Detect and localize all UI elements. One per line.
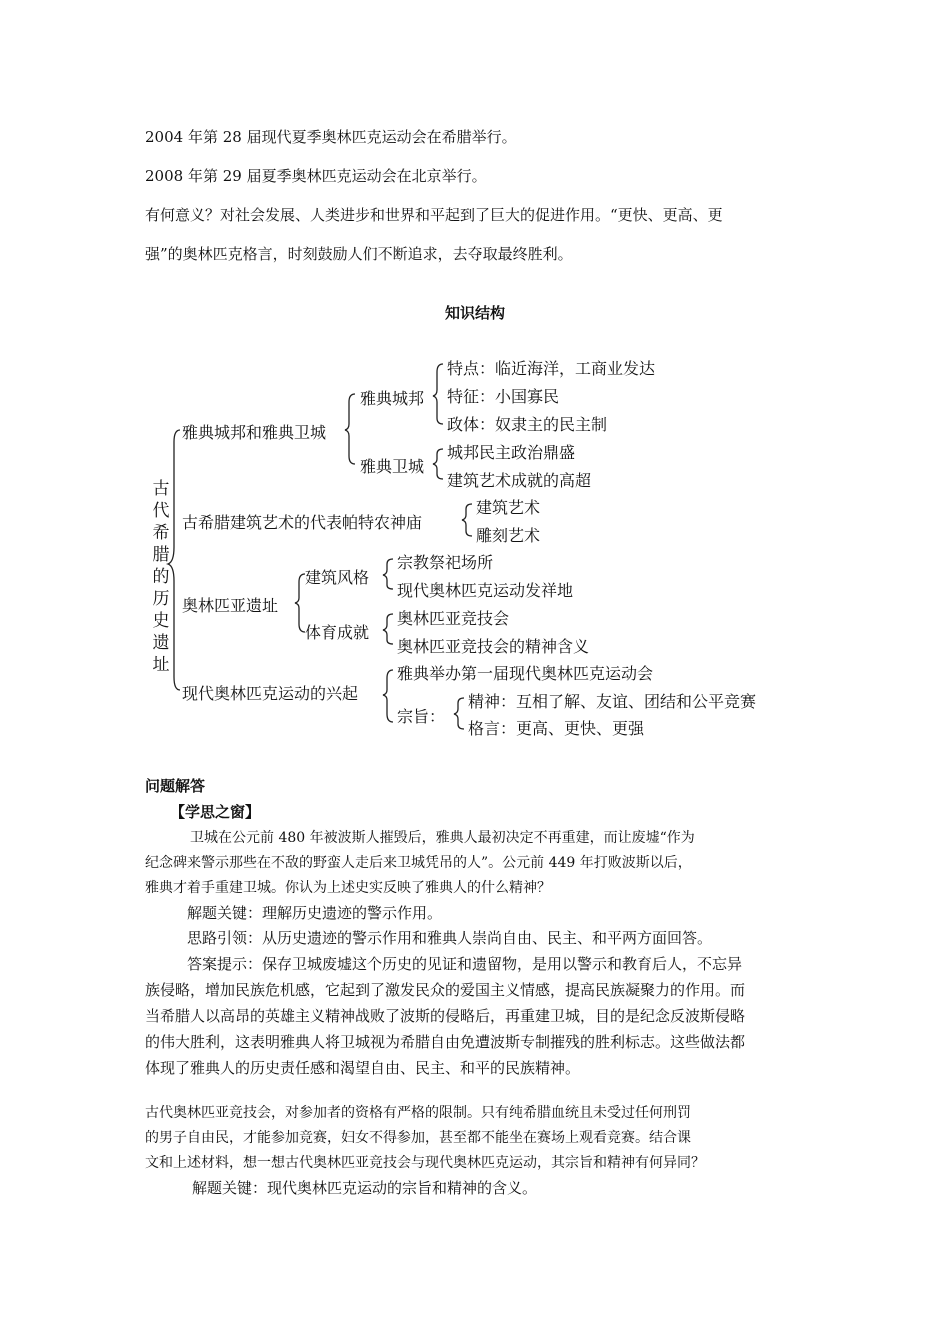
hint-1: 思路引领：从历史遗迹的警示作用和雅典人崇尚自由、民主、和平两方面回答。: [187, 929, 713, 947]
architecture-item: 宗教祭祀场所: [397, 553, 494, 572]
knowledge-structure-diagram: [140, 352, 820, 747]
acropolis-item: 建筑艺术成就的高超: [447, 471, 592, 490]
architecture-item: 现代奥林匹克运动发祥地: [397, 581, 574, 600]
question2-line: 古代奥林匹亚竞技会，对参加者的资格有严格的限制。只有纯希腊血统且未受过任何刑罚: [145, 1105, 691, 1121]
qa-window-label: 【学思之窗】: [170, 803, 261, 821]
citystate-item: 特征：小国寡民: [447, 387, 560, 406]
branch-acropolis: 雅典卫城: [360, 457, 425, 476]
intro-line-3: 有何意义？对社会发展、人类进步和世界和平起到了巨大的促进作用。“更快、更高、更: [145, 206, 723, 224]
sports-item: 奥林匹亚竞技会的精神含义: [397, 637, 590, 656]
answer1-line: 体现了雅典人的历史责任感和渴望自由、民主、和平的民族精神。: [145, 1059, 581, 1077]
sports-item: 奥林匹亚竞技会: [397, 609, 510, 628]
intro-line-2: 2008 年第 29 届夏季奥林匹克运动会在北京举行。: [145, 167, 487, 185]
question2-line: 的男子自由民，才能参加竞赛，妇女不得参加，甚至都不能坐在赛场上观看竞赛。结合课: [145, 1130, 691, 1146]
branch-purpose: 宗旨：: [397, 707, 446, 726]
qa-heading: 问题解答: [145, 777, 206, 795]
branch-parthenon: 古希腊建筑艺术的代表帕特农神庙: [182, 513, 423, 532]
answer1-line: 当希腊人以高昂的英雄主义精神战败了波斯的侵略后，再重建卫城，目的是纪念反波斯侵略: [145, 1007, 746, 1025]
question1-line: 纪念碑来警示那些在不敌的野蛮人走后来卫城凭吊的人”。公元前 449 年打败波斯以后，: [145, 855, 692, 871]
question1-line: 卫城在公元前 480 年被波斯人摧毁后，雅典人最初决定不再重建，而让废墟“作为: [190, 830, 695, 846]
modern-item: 雅典举办第一届现代奥林匹克运动会: [397, 664, 654, 683]
section-title: 知识结构: [444, 304, 505, 322]
root-char: 古: [152, 479, 170, 499]
citystate-item: 政体：奴隶主的民主制: [447, 415, 608, 434]
branch-architecture-style: 建筑风格: [305, 568, 370, 587]
answer1-line: 答案提示：保存卫城废墟这个历史的见证和遗留物，是用以警示和教育后人，不忘异: [187, 955, 743, 973]
branch-athens: 雅典城邦和雅典卫城: [182, 423, 327, 442]
purpose-item: 格言：更高、更快、更强: [468, 719, 645, 738]
root-char: 遗: [152, 633, 170, 653]
answer1-line: 的伟大胜利，这表明雅典人将卫城视为希腊自由免遭波斯专制摧残的胜利标志。这些做法都: [145, 1033, 746, 1051]
question1-line: 雅典才着手重建卫城。你认为上述史实反映了雅典人的什么精神？: [145, 880, 551, 896]
root-char: 的: [152, 567, 170, 587]
diagram-root: [150, 478, 172, 676]
key-point-2: 解题关键：现代奥林匹克运动的宗旨和精神的含义。: [192, 1179, 538, 1197]
intro-line-1: 2004 年第 28 届现代夏季奥林匹克运动会在希腊举行。: [145, 128, 517, 146]
root-char: 史: [152, 611, 170, 631]
root-char: 址: [152, 655, 170, 675]
parthenon-item: 建筑艺术: [476, 498, 541, 517]
root-char: 代: [152, 501, 170, 521]
branch-olympia: 奥林匹亚遗址: [182, 596, 279, 615]
branch-modern-olympics: 现代奥林匹克运动的兴起: [182, 684, 359, 703]
acropolis-item: 城邦民主政治鼎盛: [447, 443, 576, 462]
root-char: 腊: [152, 545, 170, 565]
branch-athens-citystate: 雅典城邦: [360, 389, 425, 408]
intro-line-4: 强”的奥林匹克格言，时刻鼓励人们不断追求，去夺取最终胜利。: [145, 245, 573, 263]
key-point-1: 解题关键：理解历史遗迹的警示作用。: [187, 904, 443, 922]
citystate-item: 特点：临近海洋，工商业发达: [447, 359, 656, 378]
answer1-line: 族侵略，增加民族危机感，它起到了激发民众的爱国主义情感，提高民族凝聚力的作用。而: [145, 981, 746, 999]
purpose-item: 精神：互相了解、友谊、团结和公平竞赛: [468, 692, 757, 711]
branch-sports-achievement: 体育成就: [305, 623, 370, 642]
parthenon-item: 雕刻艺术: [476, 526, 541, 545]
root-char: 希: [152, 523, 170, 543]
root-char: 历: [152, 589, 170, 609]
question2-line: 文和上述材料，想一想古代奥林匹亚竞技会与现代奥林匹克运动，其宗旨和精神有何异同？: [145, 1155, 705, 1171]
